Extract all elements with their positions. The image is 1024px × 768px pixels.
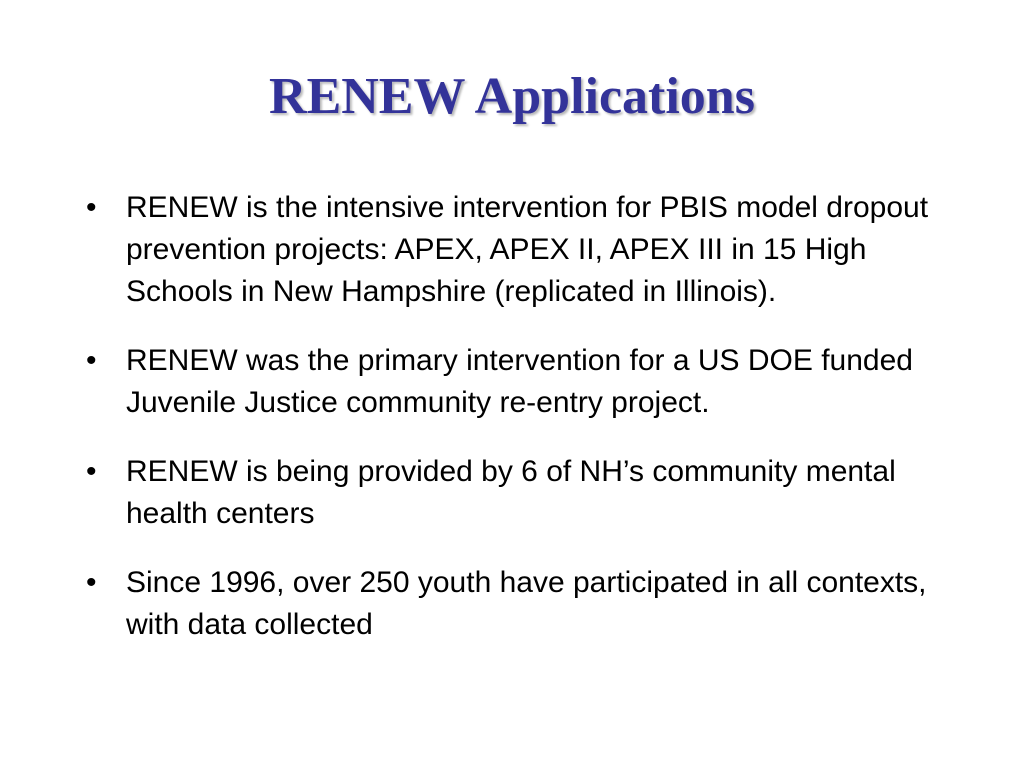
bullet-icon: • bbox=[86, 566, 97, 599]
list-item bbox=[84, 451, 964, 535]
slide-title: RENEW Applications bbox=[269, 68, 755, 125]
list-item bbox=[84, 340, 964, 424]
bullet-text: RENEW was the primary intervention for a US DOE funded Juvenile Justice community re-entry project. bbox=[126, 344, 913, 419]
bullet-text: Since 1996, over 250 youth have participated in all contexts, with data collected bbox=[126, 566, 927, 641]
bullet-list bbox=[84, 187, 964, 673]
bullet-icon: • bbox=[86, 191, 97, 224]
list-item bbox=[84, 562, 964, 646]
bullet-icon: • bbox=[86, 344, 97, 377]
bullet-text: RENEW is the intensive intervention for PBIS model dropout prevention projects: APEX, APEX II, APEX III in 15 High Schools in New Hampshire (replicated in Illinois). bbox=[126, 191, 929, 308]
bullet-text: RENEW is being provided by 6 of NH’s community mental health centers bbox=[126, 455, 896, 530]
bullet-icon: • bbox=[86, 455, 97, 488]
list-item bbox=[84, 187, 964, 313]
